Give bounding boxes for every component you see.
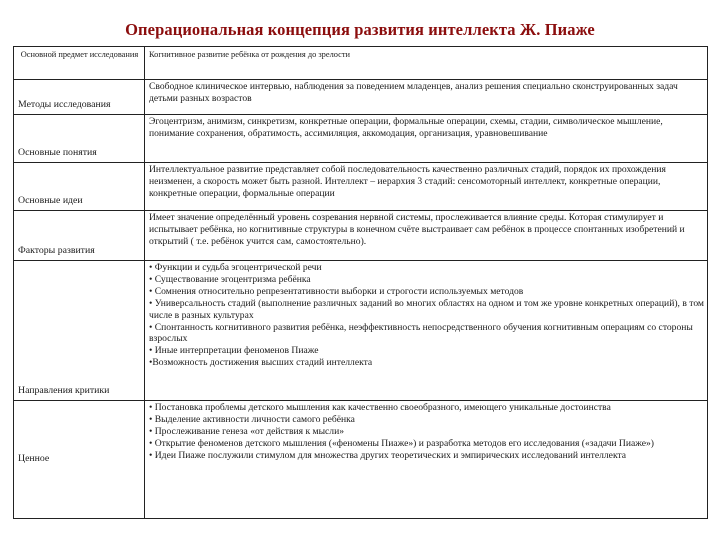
header-label-cell: Основной предмет исследования <box>14 47 145 80</box>
row-content-concepts: Эгоцентризм, анимизм, синкретизм, конкретные операции, формальные операции, схемы, стадии, символическое мышление, понимание сохранения, обратимость, ассимиляция, аккомодация, организация, уравновешивание <box>145 115 708 163</box>
row-content-methods: Свободное клиническое интервью, наблюдения за поведением младенцев, анализ решения специально сконструированных задач детьми разных возрастов <box>145 80 708 115</box>
list-item: •Возможность достижения высших стадий интеллекта <box>149 357 373 369</box>
criticism-list <box>149 262 704 369</box>
row-content-valuable <box>145 401 708 519</box>
list-item: • Выделение активности личности самого ребёнка <box>149 413 355 425</box>
row-content-ideas: Интеллектуальное развитие представляет собой последовательность качественно различных стадий, порядок их прохождения неизменен, а скорость может быть разной. Интеллект – иерархия 3 стадий: сенсомоторный интеллект, конкретные операции, конкретные операции, формальные операции <box>145 163 708 211</box>
valuable-list <box>149 402 704 462</box>
table-row <box>14 115 708 163</box>
list-item: • Существование эгоцентризма ребёнка <box>149 273 311 285</box>
row-label-factors: Факторы развития <box>14 211 145 261</box>
row-content-criticism <box>145 261 708 401</box>
list-item: • Открытие феноменов детского мышления («феномены Пиаже») и разработка методов его исследования («задачи Пиаже») <box>149 437 655 449</box>
table-row <box>14 261 708 401</box>
list-item: • Универсальность стадий (выполнение различных заданий во многих областях на одном и том же уровне конкретных операций), в том числе в разных культурах <box>149 297 704 321</box>
list-item: • Иные интерпретации феноменов Пиаже <box>149 345 319 357</box>
concept-table <box>13 46 708 519</box>
page-title: Операциональная концепция развития интеллекта Ж. Пиаже <box>125 20 595 39</box>
table-row <box>14 163 708 211</box>
list-item: • Функции и судьба эгоцентрической речи <box>149 262 322 273</box>
table-row <box>14 401 708 519</box>
row-label-valuable: Ценное <box>14 401 145 519</box>
list-item: • Спонтанность когнитивного развития ребёнка, неэффективность непосредственного обучения когнитивным операциям со стороны взрослых <box>149 321 693 345</box>
list-item: • Сомнения относительно репрезентативности выборки и строгости используемых методов <box>149 285 524 297</box>
table-row <box>14 80 708 115</box>
table-header-row <box>14 47 708 80</box>
list-item: • Постановка проблемы детского мышления как качественно своеобразного, имеющего уникальные достоинства <box>149 402 611 413</box>
row-label-concepts: Основные понятия <box>14 115 145 163</box>
table-row <box>14 211 708 261</box>
header-content-cell: Когнитивное развитие ребёнка от рождения до зрелости <box>145 47 708 80</box>
row-content-factors: Имеет значение определённый уровень созревания нервной системы, прослеживается влияние среды. Которая стимулирует и испытывает ребёнка, но когнитивные структуры в конечном счёте выстраивает сам ребёнок в процессе спонтанных изобретений и открытий ( т.е. ребёнок учится сам, самостоятельно). <box>145 211 708 261</box>
row-label-methods: Методы исследования <box>14 80 145 115</box>
list-item: • Идеи Пиаже послужили стимулом для множества других теоретических и эмпирических исследований интеллекта <box>149 449 627 461</box>
row-label-criticism: Направления критики <box>14 261 145 401</box>
list-item: • Прослеживание генеза «от действия к мысли» <box>149 425 345 437</box>
row-label-ideas: Основные идеи <box>14 163 145 211</box>
